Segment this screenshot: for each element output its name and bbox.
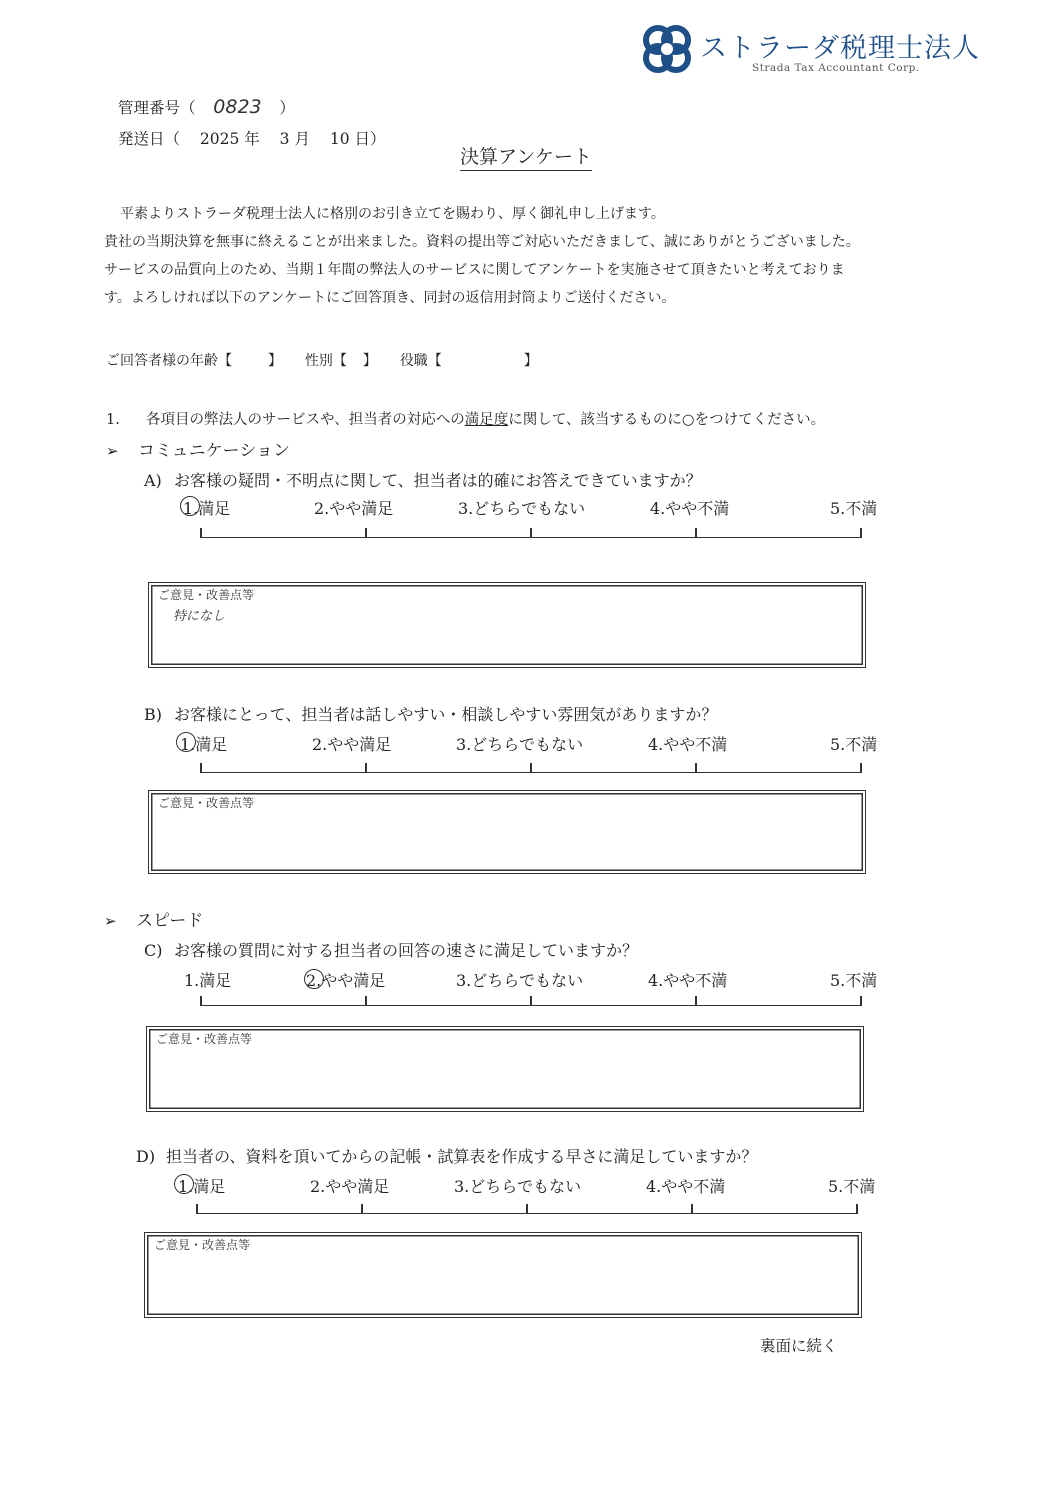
page-title: 決算アンケート: [460, 142, 592, 171]
selected-circle-icon: [176, 732, 196, 752]
sent-day-unit: 日）: [354, 130, 386, 148]
question-b: [144, 702, 717, 725]
intro-line-4: す。よろしければ以下のアンケートにご回答頂き、同封の返信用封筒よりご送付ください。: [104, 290, 676, 306]
management-number-value: 0823: [213, 96, 262, 118]
section-arrow-icon: ➢: [106, 442, 119, 460]
option-d-2[interactable]: 2.やや満足: [310, 1177, 390, 1196]
sent-month-unit: 月: [294, 130, 310, 148]
respondent-info: [106, 350, 538, 370]
option-a-3[interactable]: 3.どちらでもない: [458, 499, 586, 518]
option-c-1[interactable]: 1.満足: [184, 971, 232, 990]
company-logo-icon: [638, 20, 696, 78]
section-arrow-icon: ➢: [104, 912, 117, 930]
option-a-2[interactable]: 2.やや満足: [314, 499, 394, 518]
question-1-instruction: [106, 408, 825, 429]
comment-box-d[interactable]: [144, 1232, 862, 1318]
comment-label: ご意見・改善点等: [154, 1238, 251, 1252]
management-number-close: ）: [279, 99, 295, 117]
question-text: 担当者の、資料を頂いてからの記帳・試算表を作成する早さに満足していますか？: [166, 1147, 758, 1166]
section-title: コミュニケーション: [138, 441, 290, 461]
section-speed: [104, 906, 203, 931]
question-text: お客様の疑問・不明点に関して、担当者は的確にお答えできていますか？: [174, 471, 702, 490]
option-d-5[interactable]: 5.不満: [828, 1177, 876, 1196]
management-number-label: 管理番号（: [118, 99, 196, 117]
option-a-5[interactable]: 5.不満: [830, 499, 878, 518]
age-close: 】: [268, 353, 282, 369]
continued-on-back: 裏面に続く: [760, 1337, 838, 1355]
option-d-4[interactable]: 4.やや不満: [646, 1177, 726, 1196]
rating-scale-b: [200, 761, 862, 773]
instruction-text-after: に関して、該当するものに○をつけてください。: [508, 412, 826, 428]
comment-box-a[interactable]: [148, 582, 866, 668]
company-name: ストラーダ税理士法人: [700, 33, 980, 64]
comment-box-c[interactable]: [146, 1026, 864, 1112]
gender-close: 】: [362, 353, 377, 369]
option-b-2[interactable]: 2.やや満足: [312, 735, 392, 754]
company-subtitle: Strada Tax Accountant Corp.: [752, 62, 920, 74]
rating-scale-a: [200, 526, 862, 538]
question-1-number: 1.: [106, 412, 120, 428]
question-label: B): [144, 705, 162, 724]
option-a-4[interactable]: 4.やや不満: [650, 499, 730, 518]
option-c-5[interactable]: 5.不満: [830, 971, 878, 990]
instruction-text-before: 各項目の弊法人のサービスや、担当者の対応への: [146, 412, 465, 428]
rating-scale-d: [196, 1202, 858, 1214]
comment-label: ご意見・改善点等: [158, 796, 255, 810]
selected-circle-icon: [180, 496, 200, 516]
comment-label: ご意見・改善点等: [156, 1032, 253, 1046]
comment-box-b[interactable]: [148, 790, 866, 874]
gender-label: 性別【: [304, 353, 347, 369]
intro-line-2: 貴社の当期決算を無事に終えることが出来ました。資料の提出等ご対応いただきまして、誠にありがとうございました。: [104, 234, 860, 250]
sent-date-label: 発送日（: [118, 130, 181, 148]
question-label: A): [144, 471, 162, 490]
sent-month: 3: [279, 130, 290, 148]
question-label: C): [144, 941, 163, 960]
option-d-1[interactable]: 1.満足: [178, 1177, 226, 1196]
question-label: D): [136, 1147, 156, 1166]
sent-year: 2025: [199, 130, 240, 148]
option-c-4[interactable]: 4.やや不満: [648, 971, 728, 990]
option-a-1[interactable]: 1.満足: [183, 499, 231, 518]
selected-circle-icon: [304, 969, 324, 989]
option-b-1[interactable]: 1.満足: [180, 735, 228, 754]
section-communication: [106, 436, 290, 461]
role-label: 役職【: [399, 353, 442, 369]
option-d-3[interactable]: 3.どちらでもない: [454, 1177, 582, 1196]
rating-scale-c: [200, 994, 862, 1006]
option-b-3[interactable]: 3.どちらでもない: [456, 735, 584, 754]
management-number-line: [118, 96, 295, 118]
instruction-text-underlined: 満足度: [464, 412, 509, 428]
option-b-5[interactable]: 5.不満: [830, 735, 878, 754]
selected-circle-icon: [174, 1174, 194, 1194]
question-text: お客様の質問に対する担当者の回答の速さに満足していますか？: [174, 941, 639, 960]
sent-day: 10: [329, 130, 350, 148]
option-b-4[interactable]: 4.やや不満: [648, 735, 728, 754]
option-c-3[interactable]: 3.どちらでもない: [456, 971, 584, 990]
comment-text: 特になし: [173, 609, 226, 624]
sent-year-unit: 年: [244, 130, 260, 148]
section-title: スピード: [136, 911, 204, 931]
comment-label: ご意見・改善点等: [158, 588, 255, 602]
sent-date-line: [118, 127, 386, 149]
age-label: ご回答者様の年齢【: [106, 353, 232, 369]
question-a: [144, 468, 702, 491]
option-c-2[interactable]: 2.やや満足: [306, 971, 386, 990]
role-close: 】: [523, 353, 538, 369]
intro-line-3: サービスの品質向上のため、当期１年間の弊法人のサービスに関してアンケートを実施させて頂きたいと考えておりま: [104, 262, 845, 278]
question-text: お客様にとって、担当者は話しやすい・相談しやすい雰囲気がありますか？: [174, 705, 718, 724]
question-d: [136, 1144, 757, 1167]
intro-line-1: 平素よりストラーダ税理士法人に格別のお引き立てを賜わり、厚く御礼申し上げます。: [120, 206, 665, 222]
question-c: [144, 938, 638, 961]
